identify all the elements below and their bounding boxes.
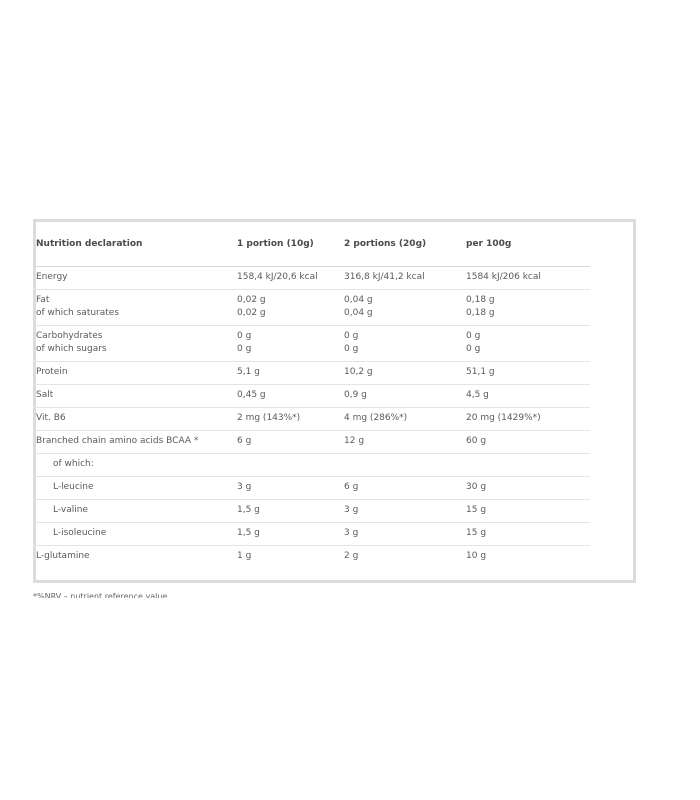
row-value-col3: [466, 294, 495, 320]
row-value-col3: 30 g: [466, 482, 487, 492]
header-col-1-portion: 1 portion (10g): [237, 239, 314, 249]
row-value-col3: 15 g: [466, 505, 487, 515]
table-row: [33, 290, 590, 326]
table-row: [33, 477, 590, 500]
value-sub: 0 g: [237, 344, 252, 354]
row-value-col3: 51,1 g: [466, 367, 495, 377]
value-main: 0,04 g: [344, 295, 373, 305]
row-value-col3: 10 g: [466, 551, 487, 561]
value-sub: 0,04 g: [344, 308, 373, 318]
row-label-main: Carbohydrates: [36, 331, 103, 341]
table-row: [33, 546, 590, 568]
value-main: 0 g: [466, 331, 481, 341]
table-row: [33, 362, 590, 385]
row-label: [36, 294, 119, 320]
row-value-col1: 158,4 kJ/20,6 kcal: [237, 272, 318, 282]
row-value-col3: 4,5 g: [466, 390, 489, 400]
table-header-row: [33, 236, 590, 267]
table-row: [33, 267, 590, 290]
table-row: [33, 326, 590, 362]
value-main: 0,02 g: [237, 295, 266, 305]
row-label-main: Fat: [36, 295, 50, 305]
row-label: Salt: [36, 390, 54, 400]
row-label: L-leucine: [53, 482, 94, 492]
row-value-col2: 2 g: [344, 551, 359, 561]
value-sub: 0 g: [344, 344, 359, 354]
value-main: 0 g: [344, 331, 359, 341]
table-row: [33, 408, 590, 431]
row-value-col2: 0,9 g: [344, 390, 367, 400]
row-value-col1: 1 g: [237, 551, 252, 561]
row-value-col1: [237, 294, 266, 320]
row-value-col3: [466, 330, 480, 356]
row-value-col2: 10,2 g: [344, 367, 373, 377]
nrv-footnote: *%NRV – nutrient reference value: [33, 592, 168, 598]
row-sublabel: of which sugars: [36, 344, 107, 354]
value-sub: 0,18 g: [466, 308, 495, 318]
row-value-col2: [344, 330, 358, 356]
row-value-col2: 12 g: [344, 436, 365, 446]
row-label: L-valine: [53, 505, 88, 515]
row-value-col1: [237, 330, 251, 356]
row-value-col1: 1,5 g: [237, 505, 260, 515]
row-value-col2: [344, 294, 373, 320]
row-value-col2: 6 g: [344, 482, 359, 492]
row-value-col1: 5,1 g: [237, 367, 260, 377]
row-value-col2: 3 g: [344, 505, 359, 515]
row-label: of which:: [53, 459, 94, 469]
row-value-col1: 1,5 g: [237, 528, 260, 538]
row-label: Energy: [36, 272, 68, 282]
value-main: 0,18 g: [466, 295, 495, 305]
row-sublabel: of which saturates: [36, 308, 120, 318]
header-label: Nutrition declaration: [36, 239, 143, 249]
row-label: [36, 330, 107, 356]
header-col-2-portions: 2 portions (20g): [344, 239, 427, 249]
row-value-col3: 1584 kJ/206 kcal: [466, 272, 541, 282]
row-label: L-glutamine: [36, 551, 90, 561]
row-value-col1: 0,45 g: [237, 390, 266, 400]
row-value-col2: 3 g: [344, 528, 359, 538]
table-row: [33, 454, 590, 477]
value-main: 0 g: [237, 331, 252, 341]
table-row: [33, 500, 590, 523]
value-sub: 0,02 g: [237, 308, 266, 318]
row-value-col3: 15 g: [466, 528, 487, 538]
row-label: Vit. B6: [36, 413, 66, 423]
row-label: Protein: [36, 367, 68, 377]
row-value-col3: 20 mg (1429%*): [466, 413, 541, 423]
value-sub: 0 g: [466, 344, 481, 354]
row-value-col3: 60 g: [466, 436, 487, 446]
row-value-col1: 3 g: [237, 482, 252, 492]
row-label: L-isoleucine: [53, 528, 107, 538]
row-label: Branched chain amino acids BCAA *: [36, 436, 199, 446]
row-value-col1: 2 mg (143%*): [237, 413, 301, 423]
table-row: [33, 385, 590, 408]
table-row: [33, 523, 590, 546]
header-col-per-100g: per 100g: [466, 239, 512, 249]
row-value-col2: 316,8 kJ/41,2 kcal: [344, 272, 425, 282]
row-value-col2: 4 mg (286%*): [344, 413, 408, 423]
table-row: [33, 431, 590, 454]
row-value-col1: 6 g: [237, 436, 252, 446]
